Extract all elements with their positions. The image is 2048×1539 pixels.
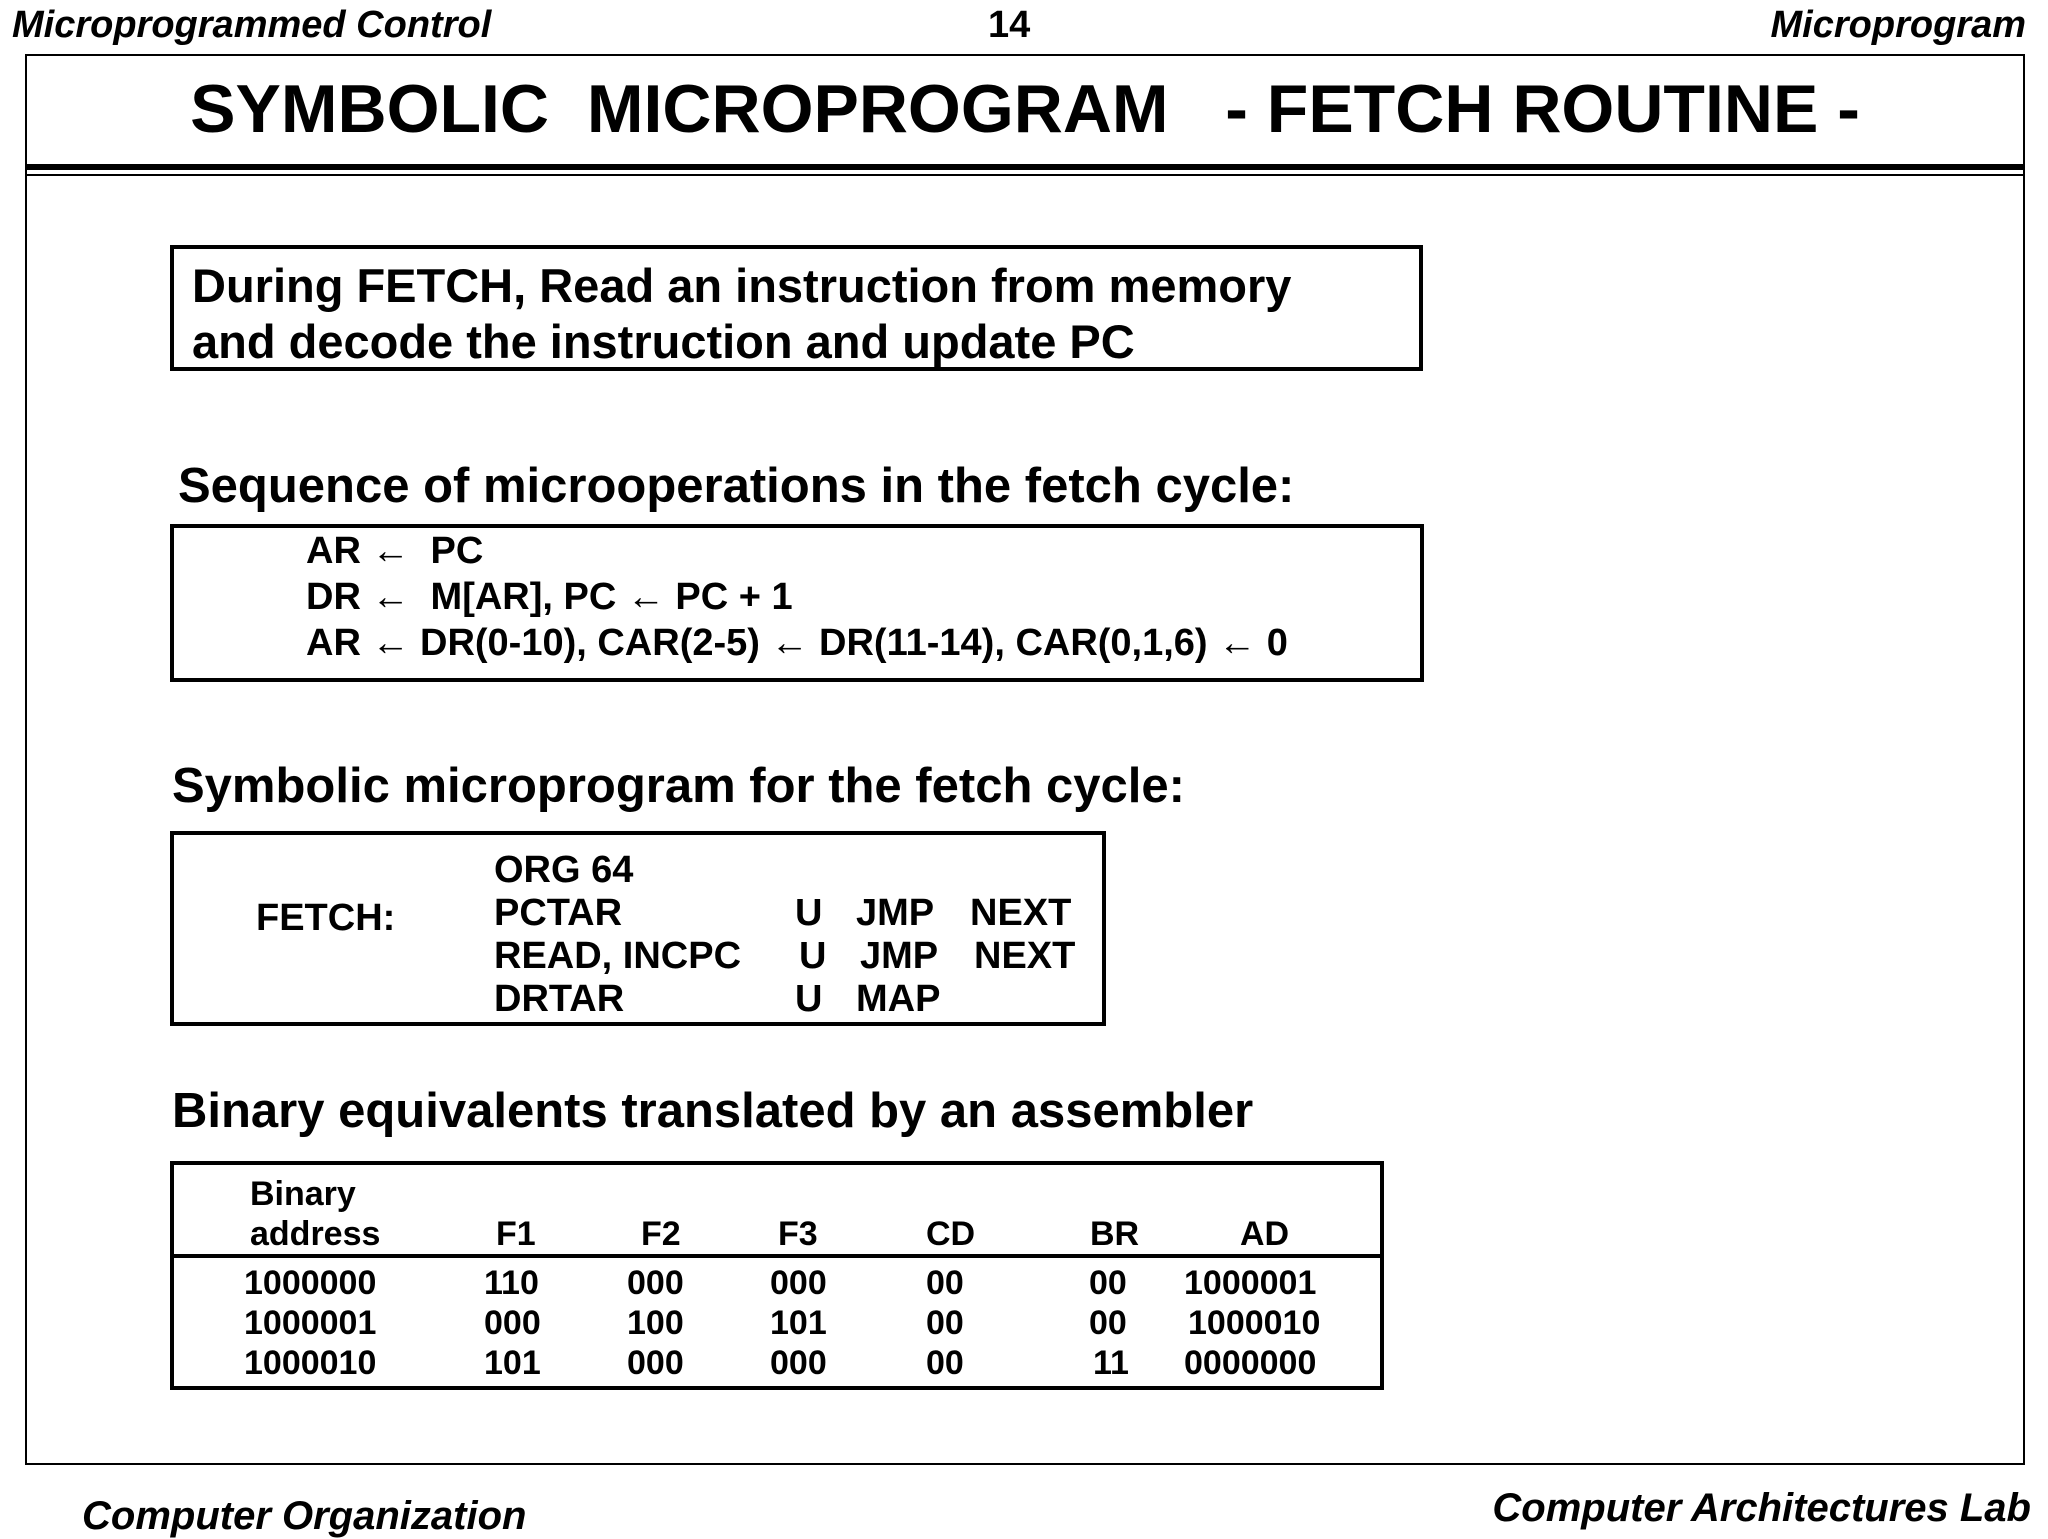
- slide-title: SYMBOLIC MICROPROGRAM - FETCH ROUTINE -: [190, 71, 1860, 147]
- table-row-3-f1: 101: [484, 1344, 541, 1382]
- table-header-rule: [174, 1254, 1380, 1258]
- table-row-2-cd: 00: [926, 1304, 964, 1342]
- symbolic-program-box: [170, 831, 1106, 1026]
- program-row-3-branch: JMP: [860, 935, 939, 977]
- sequence-heading: Sequence of microoperations in the fetch cycle:: [178, 459, 1295, 513]
- table-row-1-address: 1000000: [244, 1264, 377, 1302]
- header-topic-label: Microprogram: [1770, 4, 2026, 46]
- binary-heading: Binary equivalents translated by an assembler: [172, 1084, 1254, 1138]
- fetch-description-line-2: and decode the instruction and update PC: [192, 315, 1135, 368]
- title-rule-thin: [25, 174, 2025, 176]
- table-row-1-cd: 00: [926, 1264, 964, 1302]
- table-header-ad: AD: [1240, 1215, 1290, 1253]
- table-row-2-ad: 1000010: [1188, 1304, 1321, 1342]
- program-heading: Symbolic microprogram for the fetch cycle:: [172, 759, 1185, 813]
- program-row-4-condition: U: [795, 978, 823, 1020]
- table-row-1-ad: 1000001: [1184, 1264, 1317, 1302]
- table-header-cd: CD: [926, 1215, 976, 1253]
- table-row-2-address: 1000001: [244, 1304, 377, 1342]
- binary-equivalents-table: [170, 1161, 1384, 1390]
- program-row-2-address: NEXT: [970, 892, 1072, 934]
- table-header-br: BR: [1090, 1215, 1140, 1253]
- program-row-2-condition: U: [795, 892, 823, 934]
- table-row-1-f2: 000: [627, 1264, 684, 1302]
- table-row-3-cd: 00: [926, 1344, 964, 1382]
- program-row-4-branch: MAP: [856, 978, 941, 1020]
- table-row-2-f1: 000: [484, 1304, 541, 1342]
- microoperation-line-3: AR ← DR(0-10), CAR(2-5) ← DR(11-14), CAR(0,1,6) ← 0: [306, 622, 1288, 664]
- table-row-2-f2: 100: [627, 1304, 684, 1342]
- table-header-address: address: [250, 1215, 381, 1253]
- program-row-4-operation: DRTAR: [494, 978, 625, 1020]
- table-row-2-f3: 101: [770, 1304, 827, 1342]
- footer-lab-name: Computer Architectures Lab: [1492, 1486, 2031, 1530]
- microoperation-line-1: AR ← PC: [306, 530, 484, 572]
- fetch-description-box: [170, 245, 1423, 371]
- table-row-3-f2: 000: [627, 1344, 684, 1382]
- microoperation-sequence-box: [170, 524, 1424, 682]
- footer-course-name: Computer Organization: [82, 1494, 527, 1538]
- page-number: 14: [988, 4, 1031, 46]
- fetch-label: FETCH:: [256, 897, 396, 939]
- table-header-f3: F3: [778, 1215, 818, 1253]
- table-header-f1: F1: [496, 1215, 536, 1253]
- table-row-2-br: 00: [1089, 1304, 1127, 1342]
- header-course-label: Microprogrammed Control: [12, 4, 492, 46]
- table-row-3-ad: 0000000: [1184, 1344, 1317, 1382]
- table-header-f2: F2: [641, 1215, 681, 1253]
- program-row-2-branch: JMP: [856, 892, 935, 934]
- table-row-3-f3: 000: [770, 1344, 827, 1382]
- title-rule: [25, 164, 2025, 170]
- table-row-3-address: 1000010: [244, 1344, 377, 1382]
- table-row-3-br: 11: [1093, 1344, 1129, 1382]
- program-row-3-address: NEXT: [974, 935, 1076, 977]
- program-row-3-operation: READ, INCPC: [494, 935, 742, 977]
- program-row-1-operation: ORG 64: [494, 849, 634, 891]
- program-row-3-condition: U: [799, 935, 827, 977]
- table-row-1-f1: 110: [484, 1264, 539, 1302]
- program-row-2-operation: PCTAR: [494, 892, 623, 934]
- fetch-description-line-1: During FETCH, Read an instruction from memory: [192, 259, 1292, 312]
- microoperation-line-2: DR ← M[AR], PC ← PC + 1: [306, 576, 793, 618]
- table-header-binary: Binary: [250, 1175, 356, 1213]
- table-row-1-br: 00: [1089, 1264, 1127, 1302]
- table-row-1-f3: 000: [770, 1264, 827, 1302]
